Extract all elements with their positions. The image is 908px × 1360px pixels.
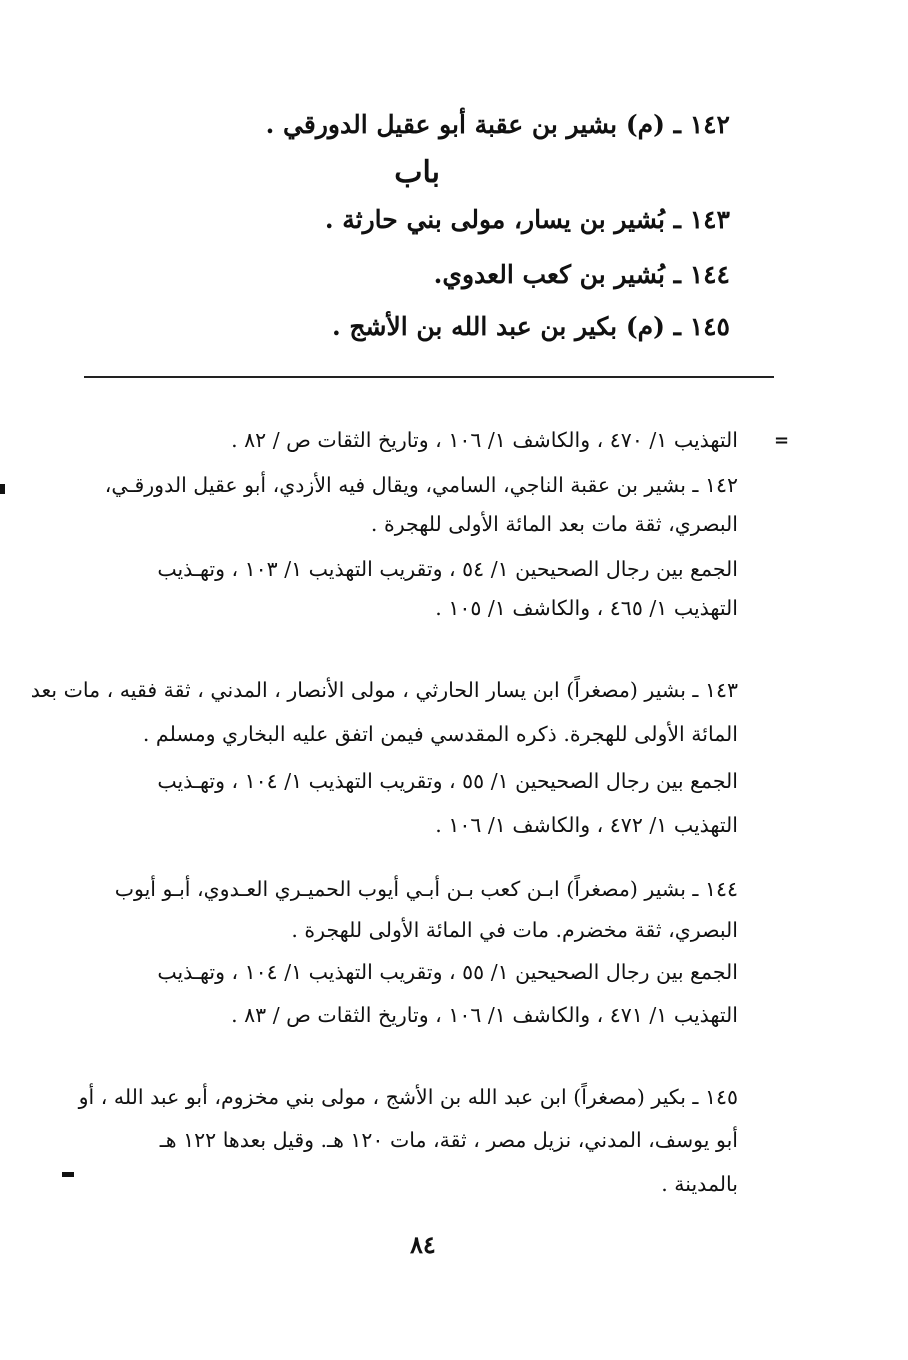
chapter-heading: باب [394, 155, 440, 190]
footnote-line: البصري، ثقة مات بعد المائة الأولى للهجرة . [370, 512, 738, 536]
footnote-line: الجمع بين رجال الصحيحين ١/ ٥٥ ، وتقريب التهذيب ١/ ١٠٤ ، وتهـذيب [157, 769, 738, 793]
footnote-line: التهذيب ١/ ٤٧١ ، والكاشف ١/ ١٠٦ ، وتاريخ الثقات ص / ٨٣ . [231, 1003, 738, 1027]
footnote-line: التهذيب ١/ ٤٦٥ ، والكاشف ١/ ١٠٥ . [435, 596, 738, 620]
footnote-line: ١٤٣ ـ بشير (مصغراً) ابن يسار الحارثي ، مولى الأنصار ، المدني ، ثقة فقيه ، مات بعد [30, 678, 738, 702]
continuation-marker: = [774, 430, 790, 451]
footnote-line: الجمع بين رجال الصحيحين ١/ ٥٥ ، وتقريب التهذيب ١/ ١٠٤ ، وتهـذيب [157, 960, 738, 984]
entry-145: ١٤٥ ـ (م) بكير بن عبد الله بن الأشج . [332, 312, 730, 341]
footnote-line: أبو يوسف، المدني، نزيل مصر ، ثقة، مات ١٢٠ هـ. وقيل بعدها ١٢٢ هـ [159, 1128, 738, 1152]
entry-143: ١٤٣ ـ بُشير بن يسار، مولى بني حارثة . [324, 205, 730, 234]
footnote-line: التهذيب ١/ ٤٧٢ ، والكاشف ١/ ١٠٦ . [435, 813, 738, 837]
footnote-line: ١٤٢ ـ بشير بن عقبة الناجي، السامي، ويقال فيه الأزدي، أبو عقيل الدورقـي، [104, 473, 738, 497]
scan-mark [0, 484, 5, 494]
footnote-line: البصري، ثقة مخضرم. مات في المائة الأولى للهجرة . [291, 918, 738, 942]
footnote-line: الجمع بين رجال الصحيحين ١/ ٥٤ ، وتقريب التهذيب ١/ ١٠٣ ، وتهـذيب [157, 557, 738, 581]
footnote-line: بالمدينة . [661, 1172, 738, 1196]
scan-mark [62, 1172, 74, 1177]
entry-144: ١٤٤ ـ بُشير بن كعب العدوي. [433, 260, 730, 289]
footnote-line: المائة الأولى للهجرة. ذكره المقدسي فيمن اتفق عليه البخاري ومسلم . [142, 722, 738, 746]
entry-142: ١٤٢ ـ (م) بشير بن عقبة أبو عقيل الدورقي . [265, 110, 730, 139]
page-number: ٨٤ [410, 1230, 436, 1259]
footnote-line: ١٤٤ ـ بشير (مصغراً) ابـن كعب بـن أبـي أيوب الحميـري العـدوي، أبـو أيوب [114, 877, 738, 901]
footnote-divider [84, 376, 774, 378]
footnote-line: ١٤٥ ـ بكير (مصغراً) ابن عبد الله بن الأشج ، مولى بني مخزوم، أبو عبد الله ، أو [78, 1085, 738, 1109]
footnote-line: التهذيب ١/ ٤٧٠ ، والكاشف ١/ ١٠٦ ، وتاريخ الثقات ص / ٨٢ . [231, 428, 738, 452]
